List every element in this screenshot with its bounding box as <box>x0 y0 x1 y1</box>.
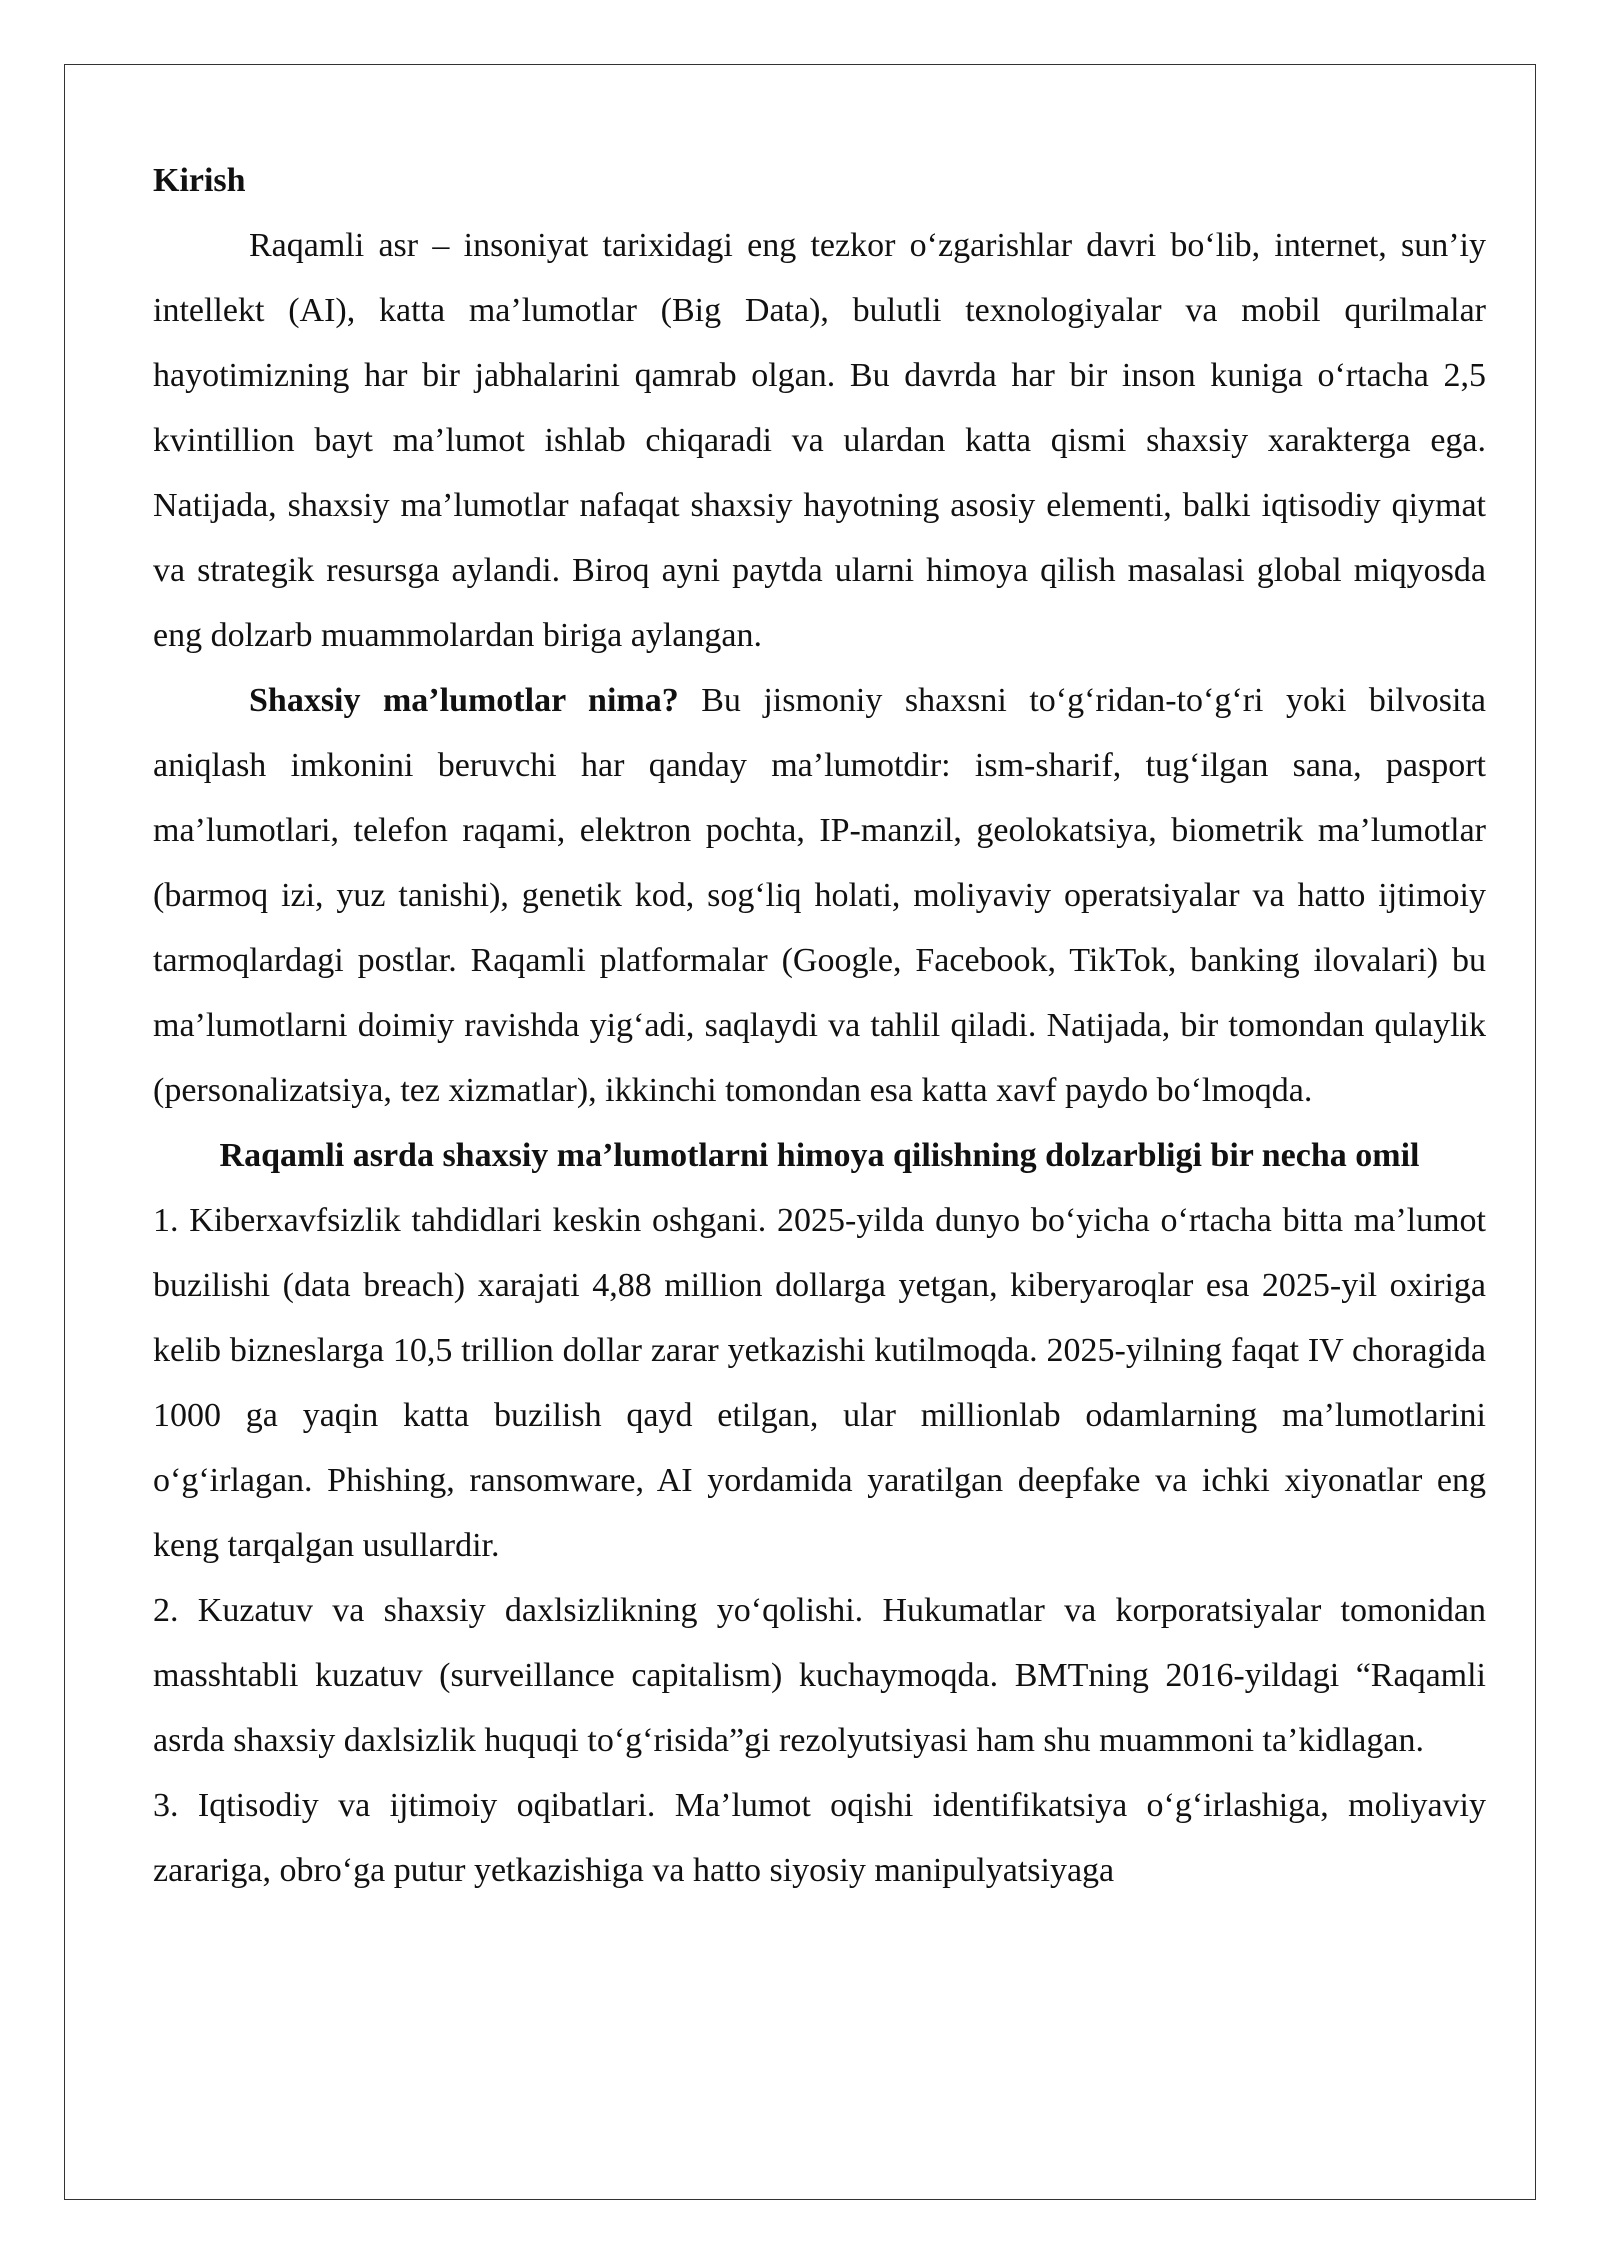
intro-paragraph: Raqamli asr – insoniyat tarixidagi eng tezkor oʻzgarishlar davri boʻlib, internet, sun’iy intellekt (AI), katta ma’lumotlar (Big Data), bulutli texnologiyalar va mobil qurilmalar hayotimizning har bir jabhalarini qamrab olgan. Bu davrda har bir inson kuniga oʻrtacha 2,5 kvintillion bayt ma’lumot ishlab chiqaradi va ulardan katta qismi shaxsiy xarakterga ega. Natijada, shaxsiy ma’lumotlar nafaqat shaxsiy hayotning asosiy elementi, balki iqtisodiy qiymat va strategik resursga aylandi. Biroq ayni paytda ularni himoya qilish masalasi global miqyosda eng dolzarb muammolardan biriga aylangan. <box>153 227 1486 654</box>
list-item-consequences: 3. Iqtisodiy va ijtimoiy oqibatlari. Ma’lumot oqishi identifikatsiya oʻgʻirlashiga, moliyaviy zarariga, obroʻga putur yetkazishiga va hatto siyosiy manipulyatsiyaga <box>153 1787 1486 1889</box>
definition-lead: Shaxsiy ma’lumotlar nima? <box>249 682 679 719</box>
definition-paragraph <box>153 668 1486 1123</box>
section-heading-kirish: Kirish <box>153 162 246 199</box>
document-body <box>153 148 1486 1903</box>
definition-body: Bu jismoniy shaxsni toʻgʻridan-toʻgʻri yoki bilvosita aniqlash imkonini beruvchi har qanday ma’lumotdir: ism-sharif, tugʻilgan sana, pasport ma’lumotlari, telefon raqami, elektron pochta, IP-manzil, geolokatsiya, biometrik ma’lumotlar (barmoq izi, yuz tanishi), genetik kod, sogʻliq holati, moliyaviy operatsiyalar va hatto ijtimoiy tarmoqlardagi postlar. Raqamli platformalar (Google, Facebook, TikTok, banking ilovalari) bu ma’lumotlarni doimiy ravishda yigʻadi, saqlaydi va tahlil qiladi. Natijada, bir tomondan qulaylik (personalizatsiya, tez xizmatlar), ikkinchi tomondan esa katta xavf paydo boʻlmoqda. <box>153 682 1486 1109</box>
relevance-subheading: Raqamli asrda shaxsiy ma’lumotlarni himoya qilishning dolzarbligi bir necha omil <box>219 1137 1420 1174</box>
list-item-cybersecurity: 1. Kiberxavfsizlik tahdidlari keskin oshgani. 2025-yilda dunyo boʻyicha oʻrtacha bitta ma’lumot buzilishi (data breach) xarajati 4,88 million dollarga yetgan, kiberyaroqlar esa 2025-yil oxiriga kelib bizneslarga 10,5 trillion dollar zarar yetkazishi kutilmoqda. 2025-yilning faqat IV choragida 1000 ga yaqin katta buzilish qayd etilgan, ular millionlab odamlarning ma’lumotlarini oʻgʻirlagan. Phishing, ransomware, AI yordamida yaratilgan deepfake va ichki xiyonatlar eng keng tarqalgan usullardir. <box>153 1202 1486 1564</box>
list-item-surveillance: 2. Kuzatuv va shaxsiy daxlsizlikning yoʻqolishi. Hukumatlar va korporatsiyalar tomonidan masshtabli kuzatuv (surveillance capitalism) kuchaymoqda. BMTning 2016-yildagi “Raqamli asrda shaxsiy daxlsizlik huquqi toʻgʻrisida”gi rezolyutsiyasi ham shu muammoni ta’kidlagan. <box>153 1592 1486 1759</box>
